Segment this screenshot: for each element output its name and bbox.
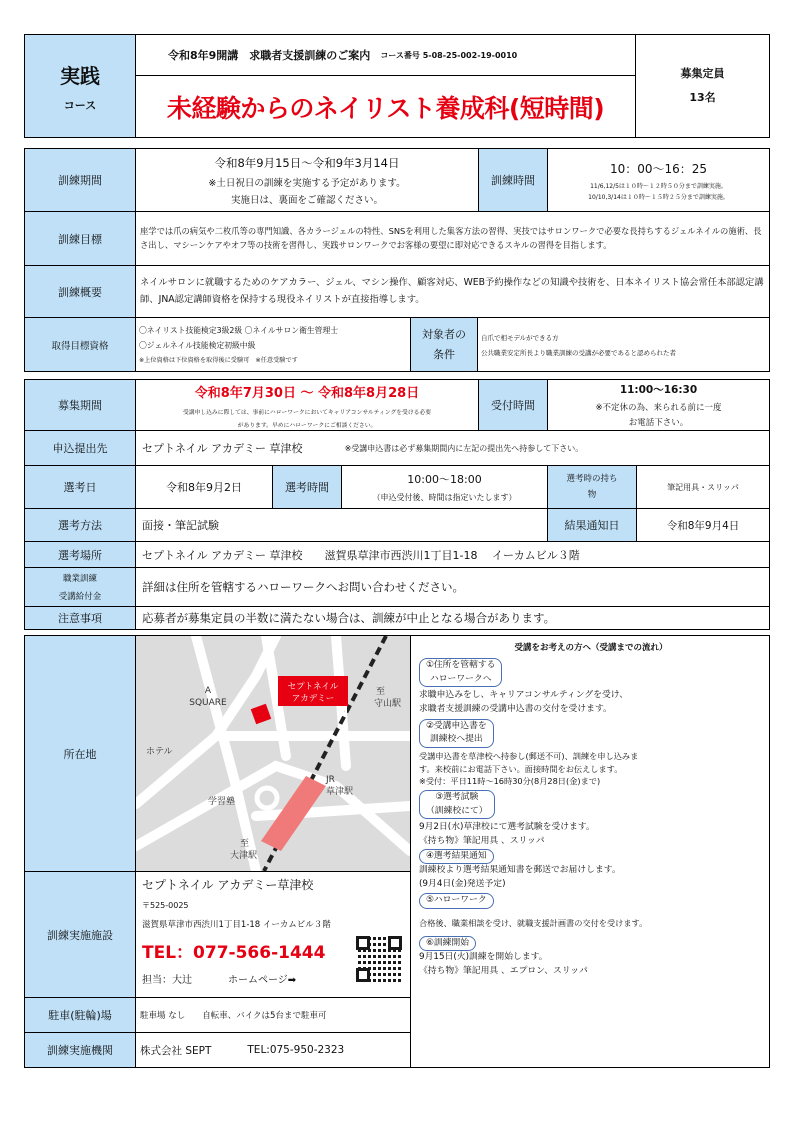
goal-label: 訓練目標 — [58, 232, 102, 246]
flow-step2-text3: ※受付：平日11時～16時30分(8月28日(金)まで) — [419, 776, 601, 787]
flow-step6-text1: 9月15日(火)訓練を開始します。 — [419, 952, 548, 963]
place-label-cell — [24, 541, 136, 568]
facility-postal: 〒525-0025 — [142, 901, 189, 910]
map-label-jr-2: 草津駅 — [326, 787, 354, 797]
training-time-value: 10：00～16：25 — [609, 161, 708, 176]
capacity-label: 募集定員 — [680, 67, 725, 80]
exam-time-note: （申込受付後、時間は指定いたします） — [372, 493, 517, 502]
training-period-note1: ※土日祝日の訓練を実施する予定があります。 — [208, 177, 406, 189]
reception-note1: ※不定休の為、来られる前に一度 — [595, 403, 722, 413]
target-label: 対象者の条件 — [422, 327, 466, 361]
map-label-hotel: ホテル — [146, 747, 173, 757]
recruit-period-value: 令和8年7月30日 ～ 令和8年8月28日 — [194, 385, 420, 401]
caution-cell — [135, 606, 770, 630]
flow-step5: ⑤ハローワーク — [419, 893, 494, 909]
flow-step3 — [419, 790, 495, 819]
recruit-period-label-cell — [24, 379, 136, 431]
apply-value: セプトネイル アカデミー 草津校 — [142, 442, 303, 455]
course-number: コース番号 5-08-25-002-19-0010 — [380, 50, 518, 60]
page-title: 未経験からのネイリスト養成科(短時間) — [166, 93, 605, 123]
result-value: 令和8年9月4日 — [666, 519, 740, 532]
map-label-otsu-1: 至 — [240, 839, 250, 849]
method-label: 選考方法 — [58, 519, 102, 532]
header-title-cell — [135, 75, 636, 138]
flow-step3-text2: 《持ち物》筆記用具 、スリッパ — [419, 835, 545, 846]
target-line2: 公共職業安定所長より職業訓練の受講が必要であると認められた者 — [481, 348, 676, 357]
training-period-label: 訓練期間 — [58, 174, 102, 187]
map-label-a-square-1: A — [204, 686, 212, 696]
cert-text-cell — [135, 317, 411, 372]
overview-text-cell — [135, 265, 770, 318]
flow-title: 受講をお考えの方へ（受講までの流れ） — [514, 643, 668, 653]
time-label-cell — [478, 148, 548, 212]
map-cell — [135, 635, 411, 872]
overview-label: 訓練概要 — [58, 285, 102, 299]
facility-cell — [135, 871, 411, 998]
target-label-cell — [410, 317, 478, 372]
caution-label: 注意事項 — [58, 612, 102, 625]
exam-date-label: 選考日 — [63, 481, 97, 494]
capacity-cell — [635, 34, 770, 138]
category-sub: コース — [63, 98, 97, 112]
parking-label-cell — [24, 997, 136, 1033]
apply-note: ※受講申込書は必ず募集期間内に左記の提出先へ持参して下さい。 — [344, 443, 584, 453]
training-period-value: 令和8年9月15日～令和9年3月14日 — [214, 155, 400, 170]
goal-text: 座学では爪の病気や二枚爪等の専門知識、各カラージェルの特性、SNSを利用した集客方法の習得、実技ではサロンワークで必要な長持ちするジェルネイルの施術、長さ出し、マシーンケアやオフ等の技術を習得し、実践サロンワークでお客様の要望に即対応できるスキルの習得を目指します。 — [140, 225, 762, 250]
flow-step5-text: 合格後、職業相談を受け、就職支援計画書の交付を受けます。 — [419, 918, 648, 929]
parking-cell — [135, 997, 411, 1033]
exam-time-value: 10:00～18:00 — [407, 473, 482, 486]
cert-label: 取得目標資格 — [51, 340, 109, 352]
flow-step3-line2: （訓練校にて） — [426, 805, 488, 816]
flow-step4-text2: (9月4日(金)発送予定) — [419, 878, 506, 889]
recruit-period-note1: 受講申し込みに際しては、事前にハローワークにおいてキャリアコンサルティングを受ける必要 — [182, 409, 432, 416]
apply-cell — [135, 430, 770, 466]
bring-label: 選考時の持ち物 — [566, 473, 618, 500]
header-topline — [135, 34, 636, 76]
method-cell — [135, 508, 548, 542]
apply-label-cell — [24, 430, 136, 466]
training-time-label: 訓練時間 — [491, 174, 535, 187]
flow-step6: ⑥訓練開始 — [419, 936, 476, 952]
result-cell — [636, 508, 770, 542]
facility-contact-row — [142, 971, 296, 986]
org-name: 株式会社 SEPT — [140, 1044, 212, 1057]
overview-text: ネイルサロンに就職するためのケアカラー、ジェル、マシン操作、顧客対応、WEB予約操作などの知識や技術を、日本ネイリスト協会常任本部認定講師、JNA認定講師資格を保持する現役ネイリストが直接指導します。 — [140, 277, 764, 305]
reception-label: 受付時間 — [491, 399, 535, 412]
facility-address: 滋賀県草津市西渋川1丁目1-18 イーカムビル３階 — [142, 920, 331, 930]
org-cell — [135, 1032, 411, 1068]
flow-step2-line2: 訓練校へ提出 — [429, 734, 483, 745]
flow-step4-text1: 訓練校より選考結果通知書を郵送でお届けします。 — [419, 865, 621, 876]
bring-label-cell — [547, 465, 637, 509]
flow-step2-text1: 受講申込書を草津校へ持参し(郵送不可)、訓練を申し込みま — [419, 750, 639, 761]
recruit-period-cell — [135, 379, 479, 431]
cert-line2: 〇ジェルネイル技能検定初級中級 — [139, 341, 256, 350]
place-cell — [135, 541, 770, 568]
map-label-moriyama-1: 至 — [376, 687, 386, 697]
map-label-a-square-2: SQUARE — [189, 698, 227, 708]
caution-label-cell — [24, 606, 136, 630]
access-map — [136, 636, 410, 871]
benefit-value: 詳細は住所を管轄するハローワークへお問い合わせください。 — [142, 580, 464, 594]
map-label-jr-1: JR — [326, 775, 335, 785]
benefit-label-cell — [24, 567, 136, 607]
time-value-cell — [547, 148, 770, 212]
apply-label: 申込提出先 — [52, 442, 108, 455]
facility-contact: 担当：大辻 — [142, 975, 192, 986]
flow-step3-line1: ③選考試験 — [435, 792, 479, 803]
place-label: 選考場所 — [58, 548, 102, 562]
exam-date-cell — [135, 465, 273, 509]
exam-time-label-cell — [272, 465, 342, 509]
header-top-text: 令和8年9開講 求職者支援訓練のご案内 — [168, 49, 371, 62]
reception-note2: お電話下さい。 — [628, 418, 689, 428]
recruit-period-label: 募集期間 — [58, 399, 102, 412]
category-cell — [24, 34, 136, 138]
result-label: 結果通知日 — [564, 519, 620, 532]
flow-step3-text1: 9月2日(水)草津校にて選考試験を受けます。 — [419, 822, 595, 833]
cert-line1: 〇ネイリスト技能検定3級2級 〇ネイルサロン衛生管理士 — [139, 326, 339, 335]
overview-label-cell — [24, 265, 136, 318]
period-value-cell — [135, 148, 479, 212]
facility-label-cell — [24, 871, 136, 998]
flow-step2-text2: す。来校前にお電話下さい。面接時間をお伝えします。 — [419, 763, 623, 774]
benefit-cell — [135, 567, 770, 607]
flow-step2-line1: ②受講申込書を — [426, 720, 487, 731]
map-label-moriyama-2: 守山駅 — [374, 699, 402, 709]
recruit-period-note2: があります。早めにハローワークにご相談ください。 — [237, 422, 377, 429]
result-label-cell — [547, 508, 637, 542]
flow-step6-text2: 《持ち物》筆記用具 、エプロン、スリッパ — [419, 965, 588, 976]
training-time-note1: 11/6,12/5は１０時～１２時５０分まで訓練実施。 — [590, 182, 727, 190]
facility-label: 訓練実施施設 — [47, 928, 113, 942]
target-line1: 自爪で相モデルができる方 — [481, 333, 559, 342]
bring-cell — [636, 465, 770, 509]
parking-label: 駐車(駐輪)場 — [48, 1009, 112, 1022]
facility-tel: TEL：077-566-1444 — [142, 943, 326, 963]
goal-label-cell — [24, 211, 136, 266]
benefit-label-1: 職業訓練 — [62, 574, 97, 584]
org-label: 訓練実施機関 — [47, 1044, 113, 1057]
cert-label-cell — [24, 317, 136, 372]
cert-note: ※上位資格は下位資格を取得後に受験可 ※任意受験です — [139, 357, 298, 364]
period-label-cell — [24, 148, 136, 212]
training-period-note2: 実施日は、裏面をご確認ください。 — [230, 194, 383, 206]
homepage-link[interactable]: ホームページ➡ — [228, 975, 297, 986]
exam-date-label-cell — [24, 465, 136, 509]
flow-step1-line1: ①住所を管轄する — [426, 660, 496, 671]
reception-cell — [547, 379, 770, 431]
exam-date-value: 令和8年9月2日 — [166, 481, 242, 494]
school-label-line1: セプトネイル — [287, 682, 339, 692]
flow-step1-line2: ハローワークへ — [429, 673, 492, 684]
parking-value: 駐車場 なし 自転車、バイクは5台まで駐車可 — [140, 1011, 327, 1021]
qr-code-icon[interactable] — [356, 936, 402, 982]
location-label: 所在地 — [63, 747, 97, 761]
method-value: 面接・筆記試験 — [142, 519, 219, 532]
caution-value: 応募者が募集定員の半数に満たない場合は、訓練が中止となる場合があります。 — [142, 611, 556, 625]
facility-name: セプトネイル アカデミー草津校 — [142, 878, 314, 892]
flow-step1 — [419, 658, 502, 687]
category-main: 実践 — [60, 63, 100, 88]
goal-text-cell — [135, 211, 770, 266]
reception-label-cell — [478, 379, 548, 431]
training-time-note2: 10/10,3/14は１０時～１５時２５分まで訓練実施。 — [588, 193, 729, 201]
org-label-cell — [24, 1032, 136, 1068]
exam-time-label: 選考時間 — [285, 481, 329, 494]
target-text-cell — [477, 317, 770, 372]
flow-step1-text1: 求職申込みをし、キャリアコンサルティングを受け、 — [419, 690, 629, 701]
method-label-cell — [24, 508, 136, 542]
benefit-label-2: 受講給付金 — [58, 592, 102, 602]
map-label-juku: 学習塾 — [208, 797, 236, 807]
flow-step1-text2: 求職者支援訓練の受講申込書の交付を受けます。 — [419, 704, 612, 715]
location-label-cell — [24, 635, 136, 872]
flow-step4: ④選考結果通知 — [419, 849, 494, 865]
flow-panel — [410, 635, 770, 1068]
bring-value: 筆記用具・スリッパ — [667, 482, 739, 492]
school-label-line2: アカデミー — [291, 694, 335, 704]
place-value: セプトネイル アカデミー 草津校 滋賀県草津市西渋川1丁目1-18 イーカムビル３階 — [142, 548, 580, 562]
map-label-otsu-2: 大津駅 — [230, 851, 258, 861]
reception-value: 11:00～16:30 — [619, 384, 698, 396]
org-tel: TEL:075-950-2323 — [247, 1044, 345, 1056]
exam-time-cell — [341, 465, 548, 509]
flow-step2 — [419, 719, 494, 748]
capacity-value: 13名 — [689, 91, 716, 104]
